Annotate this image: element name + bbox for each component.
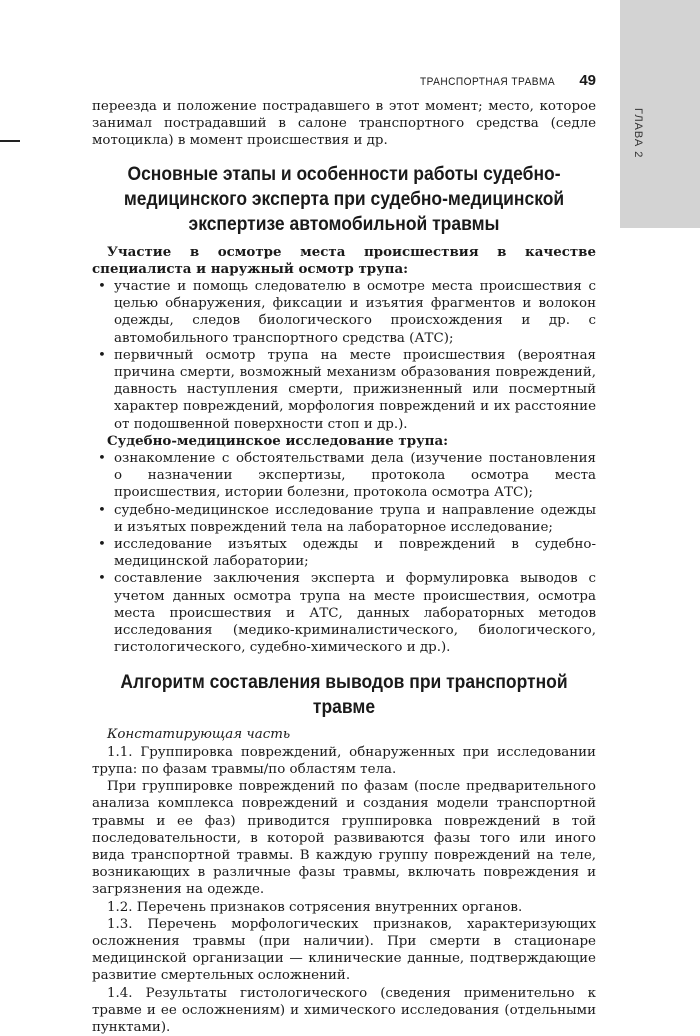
bullet-list-scene — [92, 278, 596, 433]
bullet-list-autopsy — [92, 450, 596, 656]
paragraph: При группировке повреждений по фазам (после предварительного анализа комплекса повреждений и создания модели транспортной травмы и ее фаз) приводится группировка повреждений в той последовательности, в которой развиваются фазы того или иного вида транспортной травмы. В каждую группу повреждений на теле, возникающих в различные фазы травмы, включать повреждения и загрязнения на одежде. — [92, 779, 596, 898]
paragraph: 1.2. Перечень признаков сотрясения внутренних органов. — [107, 899, 523, 915]
section-heading-stages: Основные этапы и особенности работы судебно-медицинского эксперта при судебно-медицинской экспертизе автомобильной травмы — [123, 163, 565, 235]
page-body — [92, 98, 596, 1036]
list-item: • первичный осмотр трупа на месте происшествия (вероятная причина смерти, возможный механизм образования повреждений, давность наступления смерти, прижизненный или посмертный характер повреждений, морфология повреждений и их расстояние от подошвенной поверхности стоп и др.). — [114, 347, 596, 433]
list-item: • ознакомление с обстоятельствами дела (изучение постановления о назначении экспертизы, протокола осмотра места происшествия, истории болезни, протокола осмотра АТС); — [114, 450, 596, 502]
paragraph: 1.3. Перечень морфологических признаков, характеризующих осложнения травмы (при наличии). При смерти в стационаре медицинской организации — клинические данные, подтверждающие развитие смертельных осложнений. — [92, 916, 596, 984]
list-item: • судебно-медицинское исследование трупа и направление одежды и изъятых повреждений тела на лабораторное исследование; — [114, 502, 596, 536]
page-number: 49 — [579, 72, 596, 89]
chapter-side-tab-label: ГЛАВА 2 — [632, 108, 644, 159]
running-head — [420, 72, 596, 89]
intro-paragraph: переезда и положение пострадавшего в этот момент; место, которое занимал пострадавший в салоне транспортного средства (седле мотоцикла) в момент происшествия и др. — [92, 99, 596, 149]
margin-rule — [0, 140, 20, 142]
list-item: • исследование изъятых одежды и повреждений в судебно-медицинской лаборатории; — [114, 536, 596, 570]
section-heading-algorithm: Алгоритм составления выводов при транспортной травме — [120, 672, 568, 719]
paragraph: 1.4. Результаты гистологического (сведения применительно к травме и ее осложнениям) и химического исследования (отдельными пунктами). — [92, 985, 596, 1035]
list-item: • участие и помощь следователю в осмотре места происшествия с целью обнаружения, фиксации и изъятия фрагментов и волокон одежды, следов биологического происхождения и др. с автомобильного транспортного средства (АТС); — [114, 278, 596, 347]
running-title: ТРАНСПОРТНАЯ ТРАВМА — [420, 76, 556, 88]
subheading-autopsy: Судебно-медицинское исследование трупа: — [107, 432, 449, 449]
part-label: Констатирующая часть — [107, 727, 291, 743]
list-item: • составление заключения эксперта и формулировка выводов с учетом данных осмотра трупа на месте происшествия, осмотра места происшествия и АТС, данных лабораторных методов исследования (медико-криминалистического, биологического, гистологического, судебно-химического и др.). — [114, 570, 596, 656]
paragraph: 1.1. Группировка повреждений, обнаруженных при исследовании трупа: по фазам травмы/по областям тела. — [92, 744, 596, 777]
subheading-scene-inspection: Участие в осмотре места происшествия в качестве специалиста и наружный осмотр трупа: — [92, 243, 596, 277]
